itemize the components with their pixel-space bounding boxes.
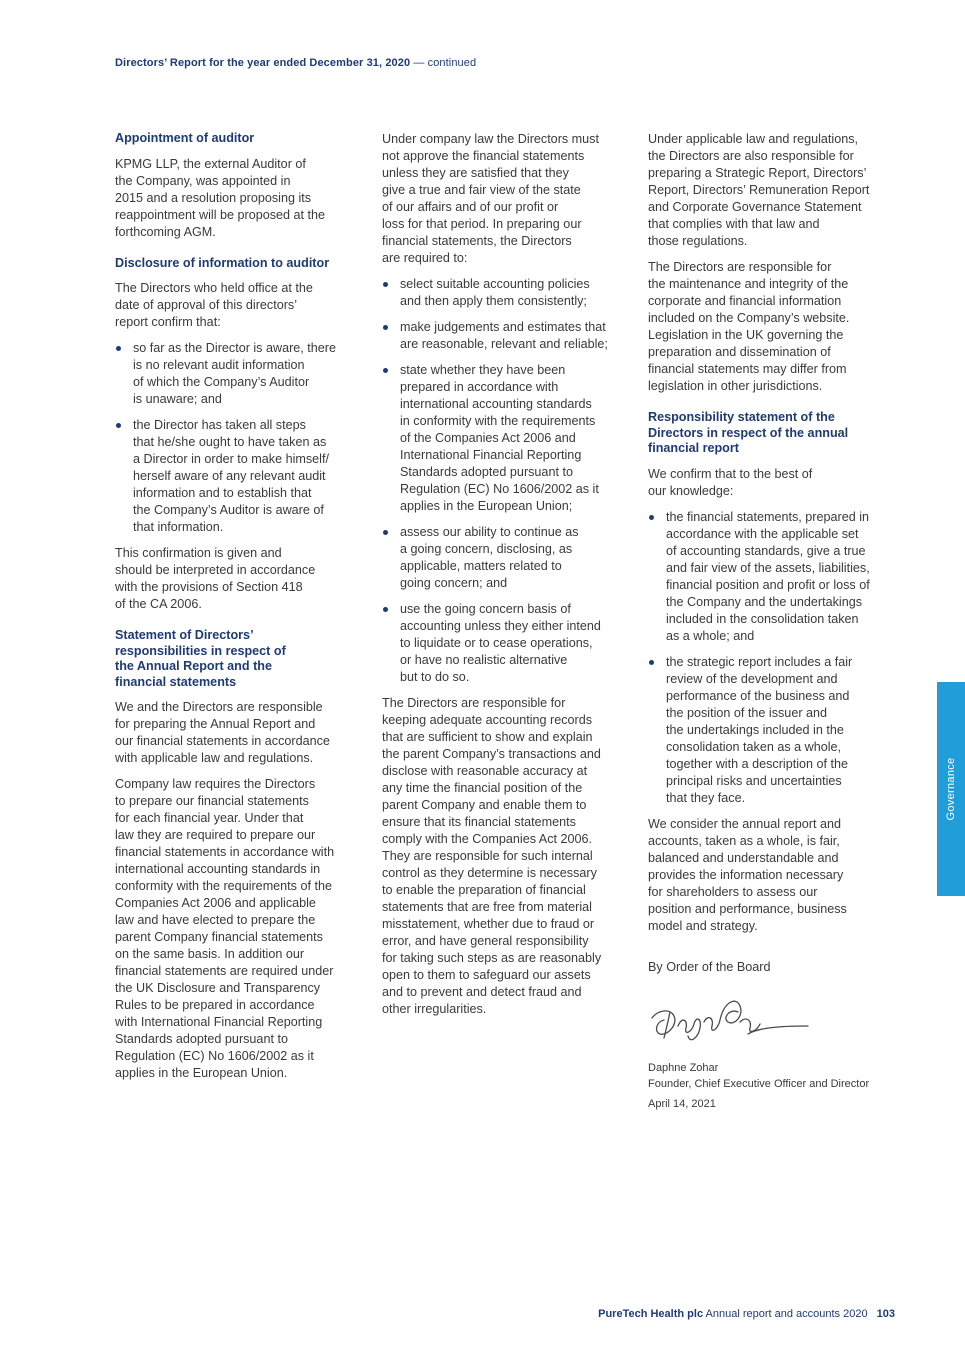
heading-disclosure: Disclosure of information to auditor (115, 255, 330, 270)
header-continued: — continued (413, 57, 477, 69)
list-item-text: the Director has taken all steps that he/she ought to have taken as a Director in order to make himself/ herself aware of any relevant audit information and to establish that the Company’s Auditor is aware of that information. (133, 418, 329, 534)
list-item (382, 319, 634, 353)
bullet-dot-icon (383, 325, 388, 330)
bullet-list-disclosure (115, 340, 367, 536)
heading-appointment-of-auditor: Appointment of auditor (115, 131, 255, 145)
running-header (115, 57, 476, 69)
list-item-text: so far as the Director is aware, there is no relevant audit information of which the Company’s Auditor is unaware; and (133, 341, 336, 406)
signer (648, 1060, 869, 1092)
bullet-dot-icon (116, 346, 121, 351)
paragraph-accounting-records: The Directors are responsible for keeping adequate accounting records that are sufficient to show and explain the parent Company’s transactions and disclose with reasonable accuracy at any time the financial position of the parent Company and enable them to ensure that its financial statements comply with the Companies Act 2006. They are responsible for such internal control as they determine is necessary to enable the preparation of financial statements that are free from material misstatement, whether due to fraud or error, and have general responsibility for taking such steps as are reasonably open to them to safeguard our assets and to prevent and detect fraud and other irregularities. (382, 696, 602, 1016)
footer-company: PureTech Health plc (598, 1308, 704, 1320)
paragraph-applicable-law: Under applicable law and regulations, the Directors are also responsible for preparing a Strategic Report, Directors’ Report, Directors’ Remuneration Report and Corporate Governance Statement that complies with that law and those regulations. (648, 132, 870, 248)
paragraph-we-consider: We consider the annual report and accounts, taken as a whole, is fair, balanced and understandable and provides the information necessary for shareholders to assess our position and performance, business model and strategy. (648, 816, 847, 933)
page-footer (598, 1308, 895, 1320)
page-number: 103 (876, 1308, 895, 1320)
list-item-text: state whether they have been prepared in accordance with international accounting standards in conformity with the requirements of the Companies Act 2006 and International Financial Reporting Standards adopted pursuant to Regulation (EC) No 1606/2002 as it applies in the European Union; (400, 363, 599, 513)
column-left (115, 131, 367, 1091)
list-item (382, 362, 634, 515)
signer-name: Daphne Zohar (648, 1062, 719, 1074)
column-right (648, 131, 900, 944)
list-item-text: use the going concern basis of accounting unless they either intend to liquidate or to cease operations, or have no realistic alternative but to do so. (400, 602, 601, 684)
list-item (115, 340, 367, 408)
list-item (648, 509, 900, 645)
bullet-dot-icon (383, 607, 388, 612)
paragraph-company-law: Company law requires the Directors to prepare our financial statements for each financial year. Under that law they are required to prepare our financial statements in accordance with international accounting standards in conformity with the requirements of the Companies Act 2006 and applicable law and have elected to prepare the parent Company financial statements on the same basis. In addition our financial statements are required under the UK Disclosure and Transparency Rules to be prepared in accordance with International Financial Reporting Standards adopted pursuant to Regulation (EC) No 1606/2002 as it applies in the European Union. (115, 777, 335, 1080)
list-item (115, 417, 367, 536)
paragraph-under-company-law: Under company law the Directors must not approve the financial statements unless they are satisfied that they give a true and fair view of the state of our affairs and of our profit or loss for that period. In preparing our financial statements, the Directors are required to: (382, 132, 599, 265)
list-item (382, 276, 634, 310)
footer-report: Annual report and accounts 2020 (705, 1308, 868, 1320)
paragraph-we-responsible: We and the Directors are responsible for preparing the Annual Report and our financial statements in accordance with applicable law and regulations. (115, 700, 330, 765)
by-order-of-the-board: By Order of the Board (648, 960, 771, 974)
list-item (382, 524, 634, 592)
signature-date: April 14, 2021 (648, 1098, 716, 1110)
list-item-text: assess our ability to continue as a going concern, disclosing, as applicable, matters related to going concern; and (400, 525, 579, 590)
bullet-dot-icon (383, 368, 388, 373)
list-item (648, 654, 900, 807)
signer-title: Founder, Chief Executive Officer and Director (648, 1078, 870, 1090)
section-tab-governance (937, 682, 965, 896)
bullet-list-requirements (382, 276, 634, 686)
paragraph-auditor: KPMG LLP, the external Auditor of the Company, was appointed in 2015 and a resolution proposing its reappointment will be proposed at the forthcoming AGM. (115, 156, 326, 239)
paragraph-confirmation: This confirmation is given and should be interpreted in accordance with the provisions of Section 418 of the CA 2006. (115, 546, 316, 611)
list-item-text: the financial statements, prepared in accordance with the applicable set of accounting standards, give a true and fair view of the assets, liabilities, financial position and profit or loss of the Company and the undertakings included in the consolidation taken as a whole; and (666, 509, 870, 643)
header-title: Directors’ Report for the year ended December 31, 2020 (115, 57, 411, 69)
bullet-dot-icon (383, 282, 388, 287)
heading-responsibility-statement: Responsibility statement of the Directors in respect of the annual financial report (648, 410, 849, 455)
list-item (382, 601, 634, 686)
column-middle (382, 131, 634, 1027)
bullet-dot-icon (383, 530, 388, 535)
signature-block (648, 960, 908, 1110)
section-tab-label: Governance (945, 757, 957, 821)
heading-statement-of-responsibilities: Statement of Directors’ responsibilities in respect of the Annual Report and the financial statements (115, 628, 286, 689)
list-item-text: make judgements and estimates that are reasonable, relevant and reliable; (400, 320, 608, 351)
paragraph-website: The Directors are responsible for the maintenance and integrity of the corporate and financial information included on the Company’s website. Legislation in the UK governing the preparation and dissemination of financial statements may differ from legislation in other jurisdictions. (648, 260, 850, 393)
bullet-dot-icon (116, 423, 121, 428)
paragraph-we-confirm: We confirm that to the best of our knowledge: (648, 466, 813, 498)
list-item-text: the strategic report includes a fair review of the development and performance of the business and the position of the issuer and the undertakings included in the consolidation taken as a whole, together with a description of the principal risks and uncertainties that they face. (666, 654, 853, 805)
list-item-text: select suitable accounting policies and then apply them consistently; (400, 277, 590, 308)
bullet-dot-icon (649, 515, 654, 520)
signature-image (648, 992, 813, 1052)
bullet-list-confirmations (648, 509, 900, 807)
bullet-dot-icon (649, 660, 654, 665)
paragraph-disclosure: The Directors who held office at the date of approval of this directors’ report confirm that: (115, 281, 313, 329)
